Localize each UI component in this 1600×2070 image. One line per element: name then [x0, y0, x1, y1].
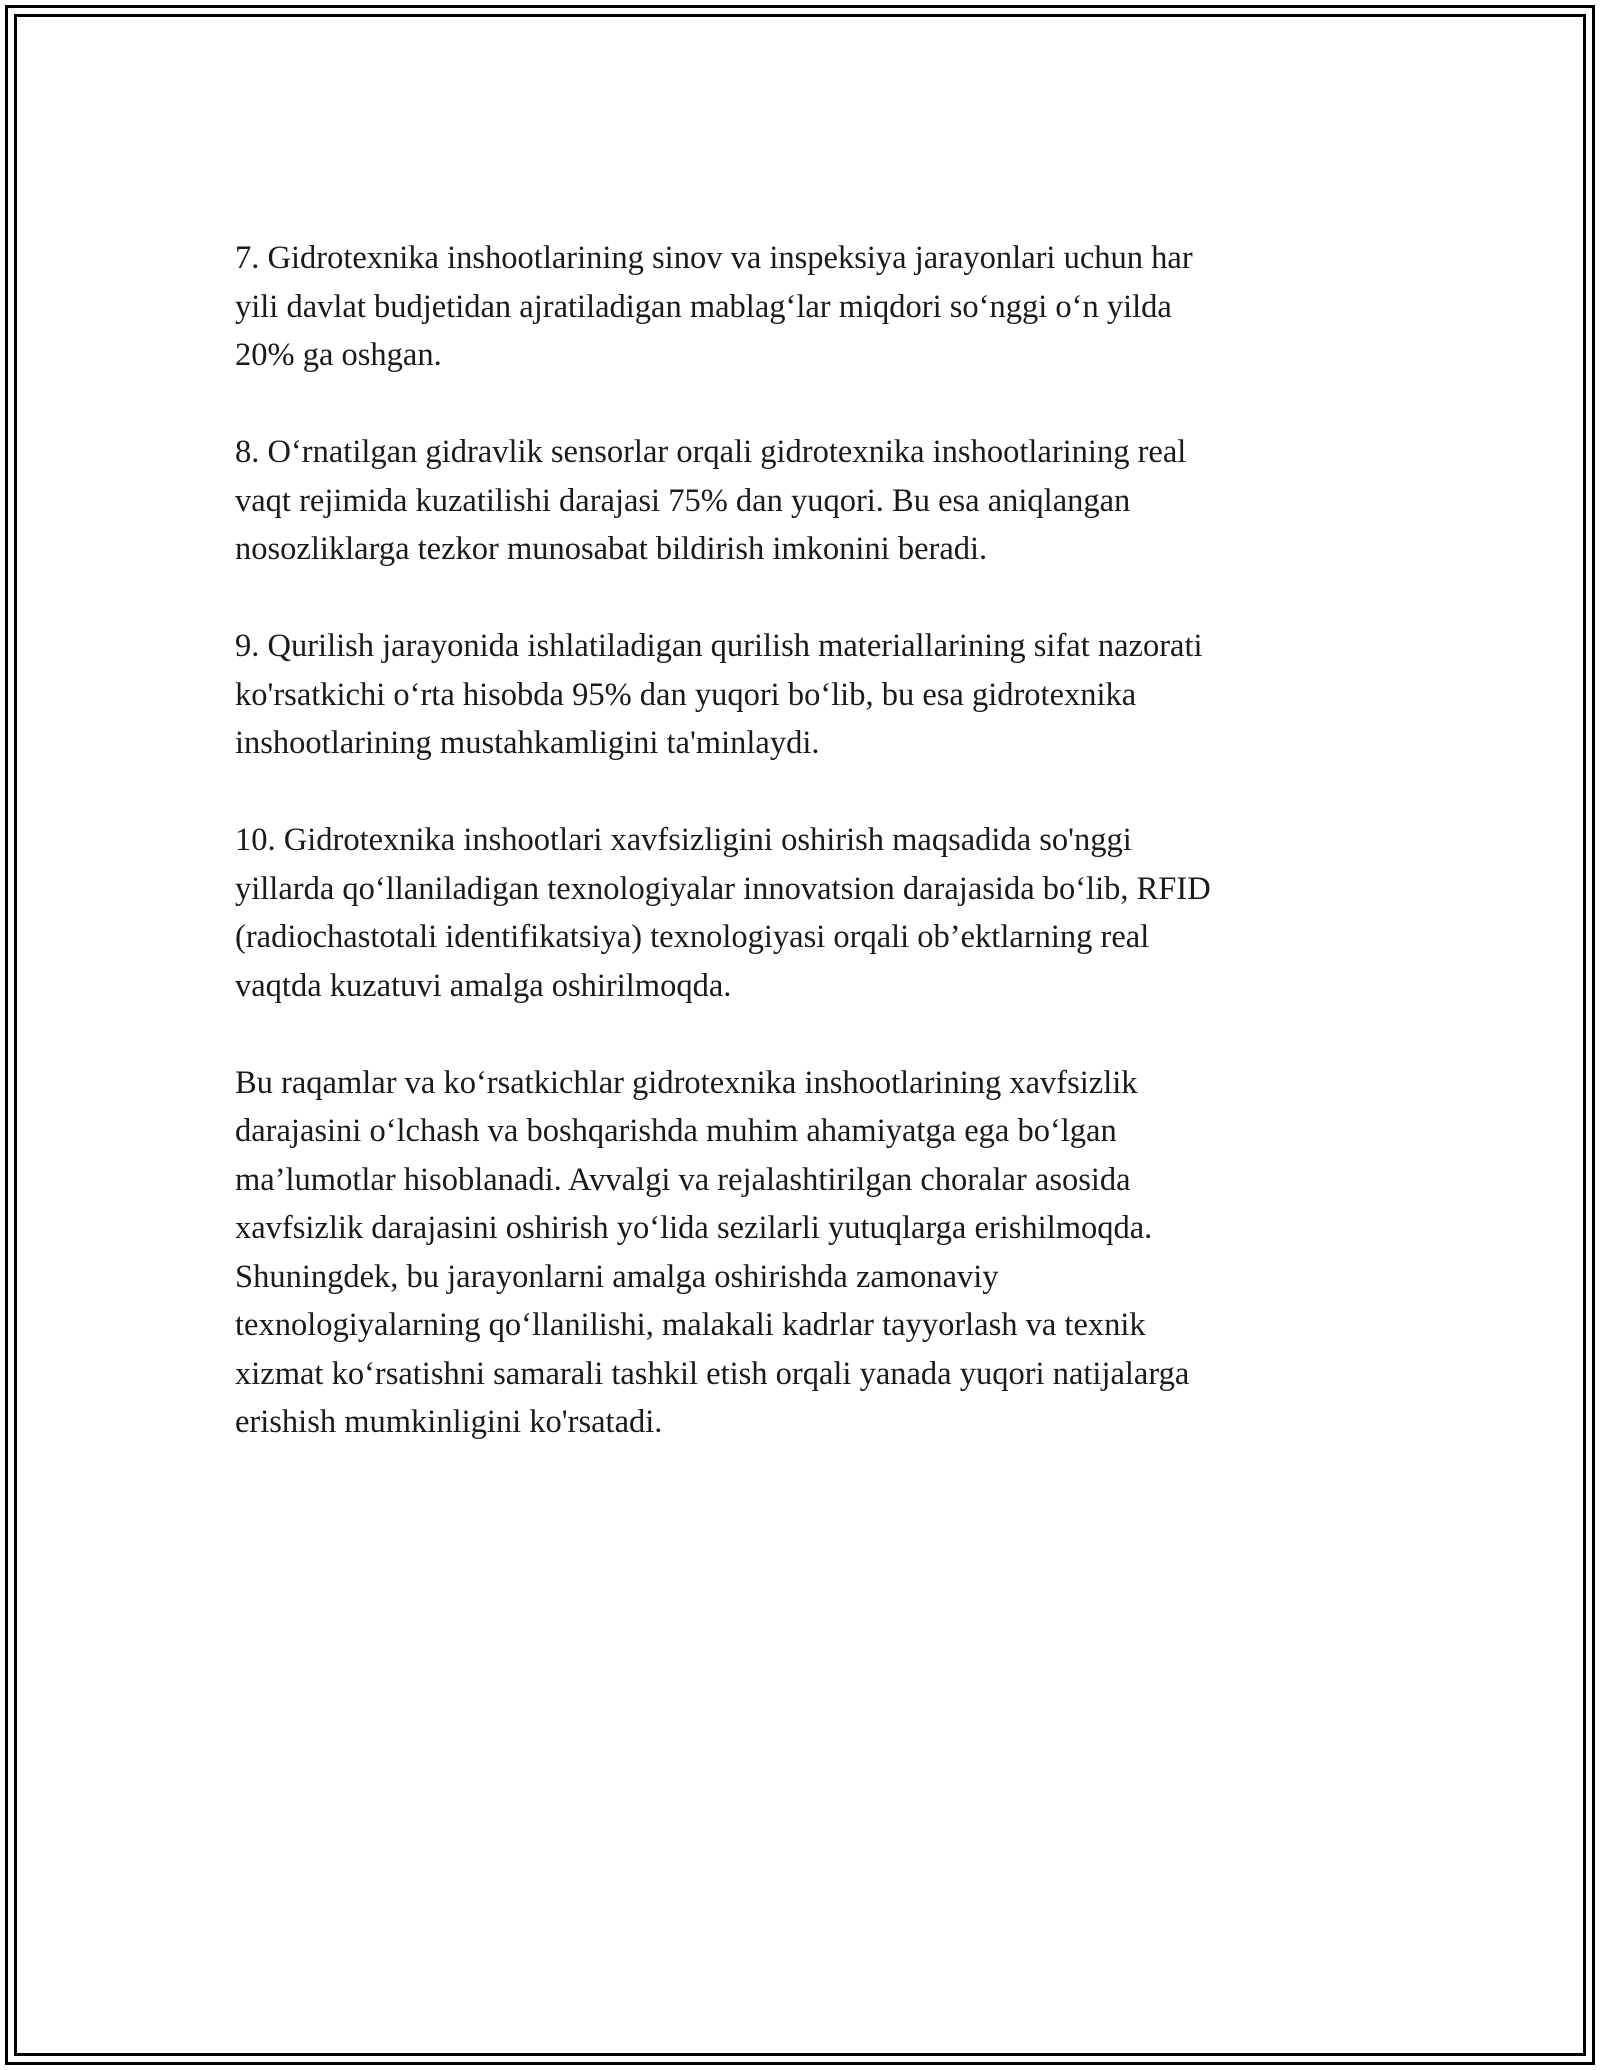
- paragraph-item-9: 9. Qurilish jarayonida ishlatiladigan qurilish materiallarining sifat nazorati ko'rsatkichi o‘rta hisobda 95% dan yuqori bo‘lib, bu esa gidrotexnika inshootlarining mustahkamligini ta'minlaydi.: [235, 628, 1203, 761]
- paragraph-item-10: 10. Gidrotexnika inshootlari xavfsizligini oshirish maqsadida so'nggi yillarda qo‘llaniladigan texnologiyalar innovatsion darajasida bo‘lib, RFID (radiochastotali identifikatsiya) texnologiyasi orqali ob’ektlarning real vaqtda kuzatuvi amalga oshirilmoqda.: [235, 822, 1211, 1004]
- paragraph-item-8: 8. O‘rnatilgan gidravlik sensorlar orqali gidrotexnika inshootlarining real vaqt rejimida kuzatilishi darajasi 75% dan yuqori. Bu esa aniqlangan nosozliklarga tezkor munosabat bildirish imkonini beradi.: [235, 434, 1187, 567]
- paragraph-conclusion: Bu raqamlar va ko‘rsatkichlar gidrotexnika inshootlarining xavfsizlik darajasini o‘lchash va boshqarishda muhim ahamiyatga ega bo‘lgan ma’lumotlar hisoblanadi. Avvalgi va rejalashtirilgan choralar asosida xavfsizlik darajasini oshirish yo‘lida sezilarli yutuqlarga erishilmoqda. Shuningdek, bu jarayonlarni amalga oshirishda zamonaviy texnologiyalarning qo‘llanilishi, malakali kadrlar tayyorlash va texnik xizmat ko‘rsatishni samarali tashkil etish orqali yanada yuqori natijalarga erishish mumkinligini ko'rsatadi.: [235, 1064, 1190, 1440]
- paragraph-item-7: 7. Gidrotexnika inshootlarining sinov va inspeksiya jarayonlari uchun har yili davlat budjetidan ajratiladigan mablag‘lar miqdori so‘nggi o‘n yilda 20% ga oshgan.: [235, 240, 1193, 373]
- document-body: [235, 234, 1355, 1495]
